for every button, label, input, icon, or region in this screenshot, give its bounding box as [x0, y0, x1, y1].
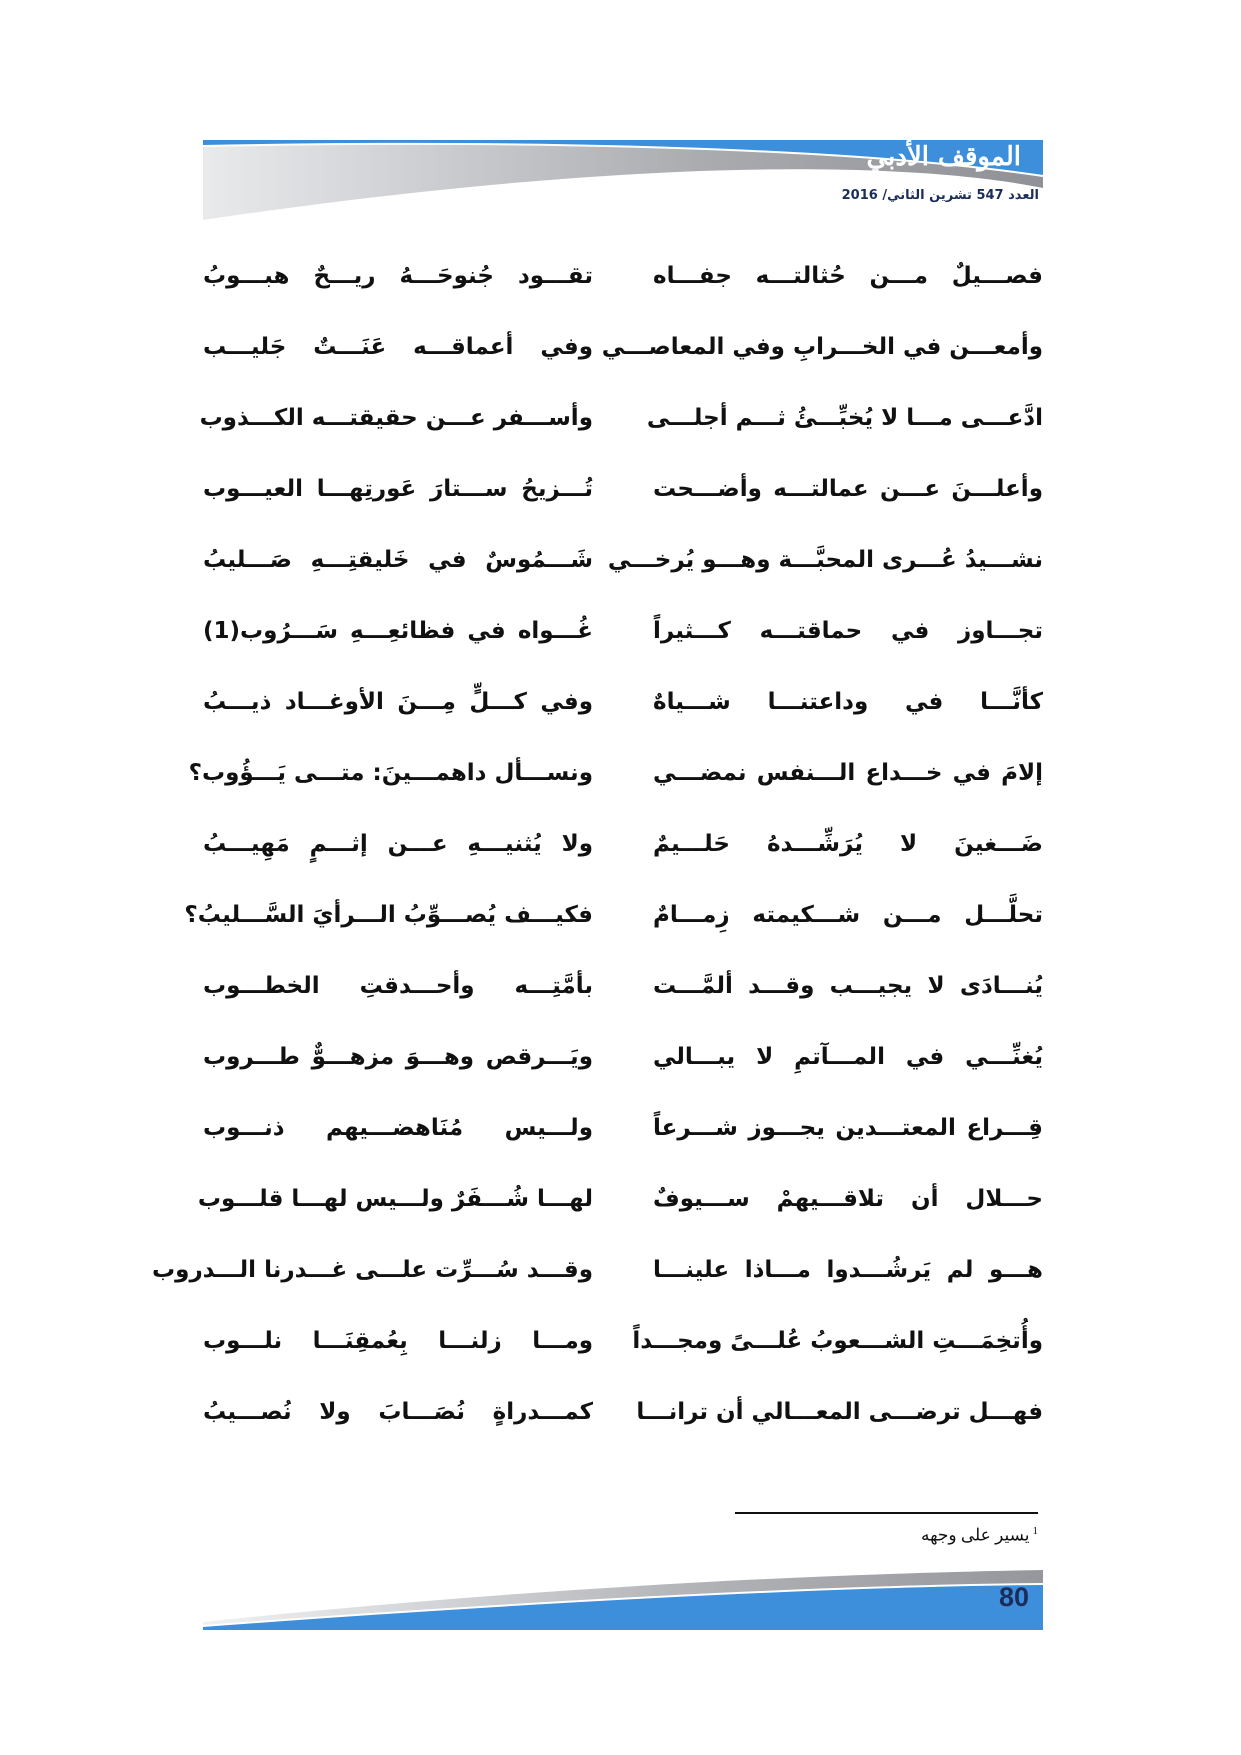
- verse-first-hemistich: هـــو لم يَرشُـــدوا مـــاذا علينـــا: [653, 1256, 1043, 1283]
- verse-second-hemistich: فكيـــف يُصـــوِّبُ الـــرأيَ السَّـــليبُ؟: [184, 901, 593, 928]
- verse-first-hemistich: وأمعـــن في الخـــرابِ وفي المعاصـــي: [601, 333, 1043, 360]
- verse-second-hemistich: شَـــمُوسٌ في خَليقتِـــهِ صَـــليبُ: [203, 546, 593, 573]
- issue-info: العدد 547 تشرين الثاني/ 2016: [841, 188, 1039, 203]
- verse-second-hemistich: لهـــا شُـــفَرٌ ولـــيس لهـــا قلـــوب: [197, 1185, 593, 1212]
- verse-line: [203, 311, 1043, 382]
- verse-line: [203, 950, 1043, 1021]
- verse-line: [203, 1021, 1043, 1092]
- verse-second-hemistich: وفي كـــلٍّ مِـــنَ الأوغـــاد ذيـــبُ: [203, 688, 593, 715]
- verse-first-hemistich: حـــلال أن تلاقـــيهمْ ســـيوفٌ: [653, 1185, 1043, 1212]
- verse-second-hemistich: ويَـــرقص وهـــوَ مزهـــوٌّ طـــروب: [203, 1043, 593, 1070]
- verse-second-hemistich: تقـــود جُنوحَـــهُ ريـــحٌ هبـــوبُ: [203, 262, 593, 289]
- magazine-logo: الموقف الأدبي: [866, 142, 1021, 172]
- verse-line: [203, 453, 1043, 524]
- verse-first-hemistich: يُنـــادَى لا يجيـــب وقـــد ألمَّـــت: [653, 972, 1043, 999]
- verse-line: [199, 382, 1043, 453]
- verse-second-hemistich: وأســـفر عـــن حقيقتـــه الكـــذوب: [199, 404, 593, 431]
- verse-line: [203, 666, 1043, 737]
- verse-first-hemistich: فصـــيلٌ مـــن حُثالتـــه جفـــاه: [653, 262, 1043, 289]
- verse-line: [152, 1234, 1043, 1305]
- verse-first-hemistich: وأعلـــنَ عـــن عمالتـــه وأضـــحت: [653, 475, 1043, 502]
- verse-line: [203, 1092, 1043, 1163]
- footnote-divider: [735, 1512, 1038, 1514]
- verse-line: [188, 737, 1043, 808]
- verse-first-hemistich: وأُتخِمَـــتِ الشـــعوبُ عُلـــىً ومجـــداً: [632, 1327, 1043, 1354]
- verse-line: [203, 595, 1043, 666]
- verse-first-hemistich: ضَـــغينَ لا يُرَشِّـــدهُ حَلـــيمٌ: [653, 830, 1043, 857]
- verse-first-hemistich: نشـــيدُ عُـــرى المحبَّـــة وهـــو يُرخـــي: [607, 546, 1043, 573]
- verse-first-hemistich: إلامَ في خـــداع الـــنفس نمضـــي: [653, 759, 1043, 786]
- verse-second-hemistich: بأمَّتِـــه وأحـــدقتِ الخطـــوب: [203, 972, 593, 999]
- footnote-marker: 1: [1032, 1525, 1038, 1537]
- verse-second-hemistich: غُـــواه في فظائعِـــهِ سَـــرُوب(1): [203, 617, 593, 644]
- verse-line: [203, 524, 1043, 595]
- verse-second-hemistich: وفي أعماقـــه عَنَـــتٌ جَليـــب: [203, 333, 593, 360]
- verse-line: [203, 1305, 1043, 1376]
- verse-line: [184, 879, 1043, 950]
- poem: [152, 240, 1043, 1447]
- verse-first-hemistich: تحلَّـــل مـــن شـــكيمته زِمـــامٌ: [653, 901, 1043, 928]
- verse-second-hemistich: كمـــدراةٍ نُصَـــابَ ولا نُصـــيبُ: [203, 1398, 593, 1425]
- verse-line: [203, 808, 1043, 879]
- verse-line: [203, 240, 1043, 311]
- page-number: 80: [998, 1582, 1029, 1612]
- verse-second-hemistich: وقـــد سُـــرِّت علـــى غـــدرنا الـــدروب: [152, 1256, 593, 1283]
- verse-first-hemistich: قِـــراع المعتـــدين يجـــوز شـــرعاً: [653, 1114, 1043, 1141]
- verse-first-hemistich: فهـــل ترضـــى المعـــالي أن ترانـــا: [636, 1398, 1043, 1425]
- verse-line: [197, 1163, 1043, 1234]
- verse-first-hemistich: كأنَّـــا في وداعتنـــا شـــياهٌ: [653, 688, 1043, 715]
- verse-first-hemistich: تجـــاوز في حماقتـــه كـــثيراً: [653, 617, 1043, 644]
- footer-banner: [203, 1560, 1043, 1630]
- verse-second-hemistich: ونســـأل داهمـــينَ: متـــى يَـــؤُوب؟: [188, 759, 593, 786]
- verse-second-hemistich: ومـــا زلنـــا بِعُمقِنَـــا نلـــوب: [203, 1327, 593, 1354]
- verse-line: [203, 1376, 1043, 1447]
- verse-second-hemistich: ولا يُثنيـــهِ عـــن إثـــمٍ مَهِيـــبُ: [203, 830, 593, 857]
- verse-second-hemistich: تُـــزيحُ ســـتارَ عَورتِهـــا العيـــوب: [203, 475, 593, 502]
- footer-wave-graphic: [203, 1560, 1043, 1630]
- verse-second-hemistich: ولـــيس مُنَاهضـــيهم ذنـــوب: [203, 1114, 593, 1141]
- verse-first-hemistich: ادَّعـــى مـــا لا يُخبِّـــئُ ثـــم أجلـــى: [646, 404, 1043, 431]
- footnote: [921, 1525, 1038, 1546]
- verse-first-hemistich: يُغنِّـــي في المـــآتمِ لا يبـــالي: [653, 1043, 1043, 1070]
- footnote-text: يسير على وجهه: [920, 1525, 1030, 1545]
- header-banner: [203, 140, 1043, 220]
